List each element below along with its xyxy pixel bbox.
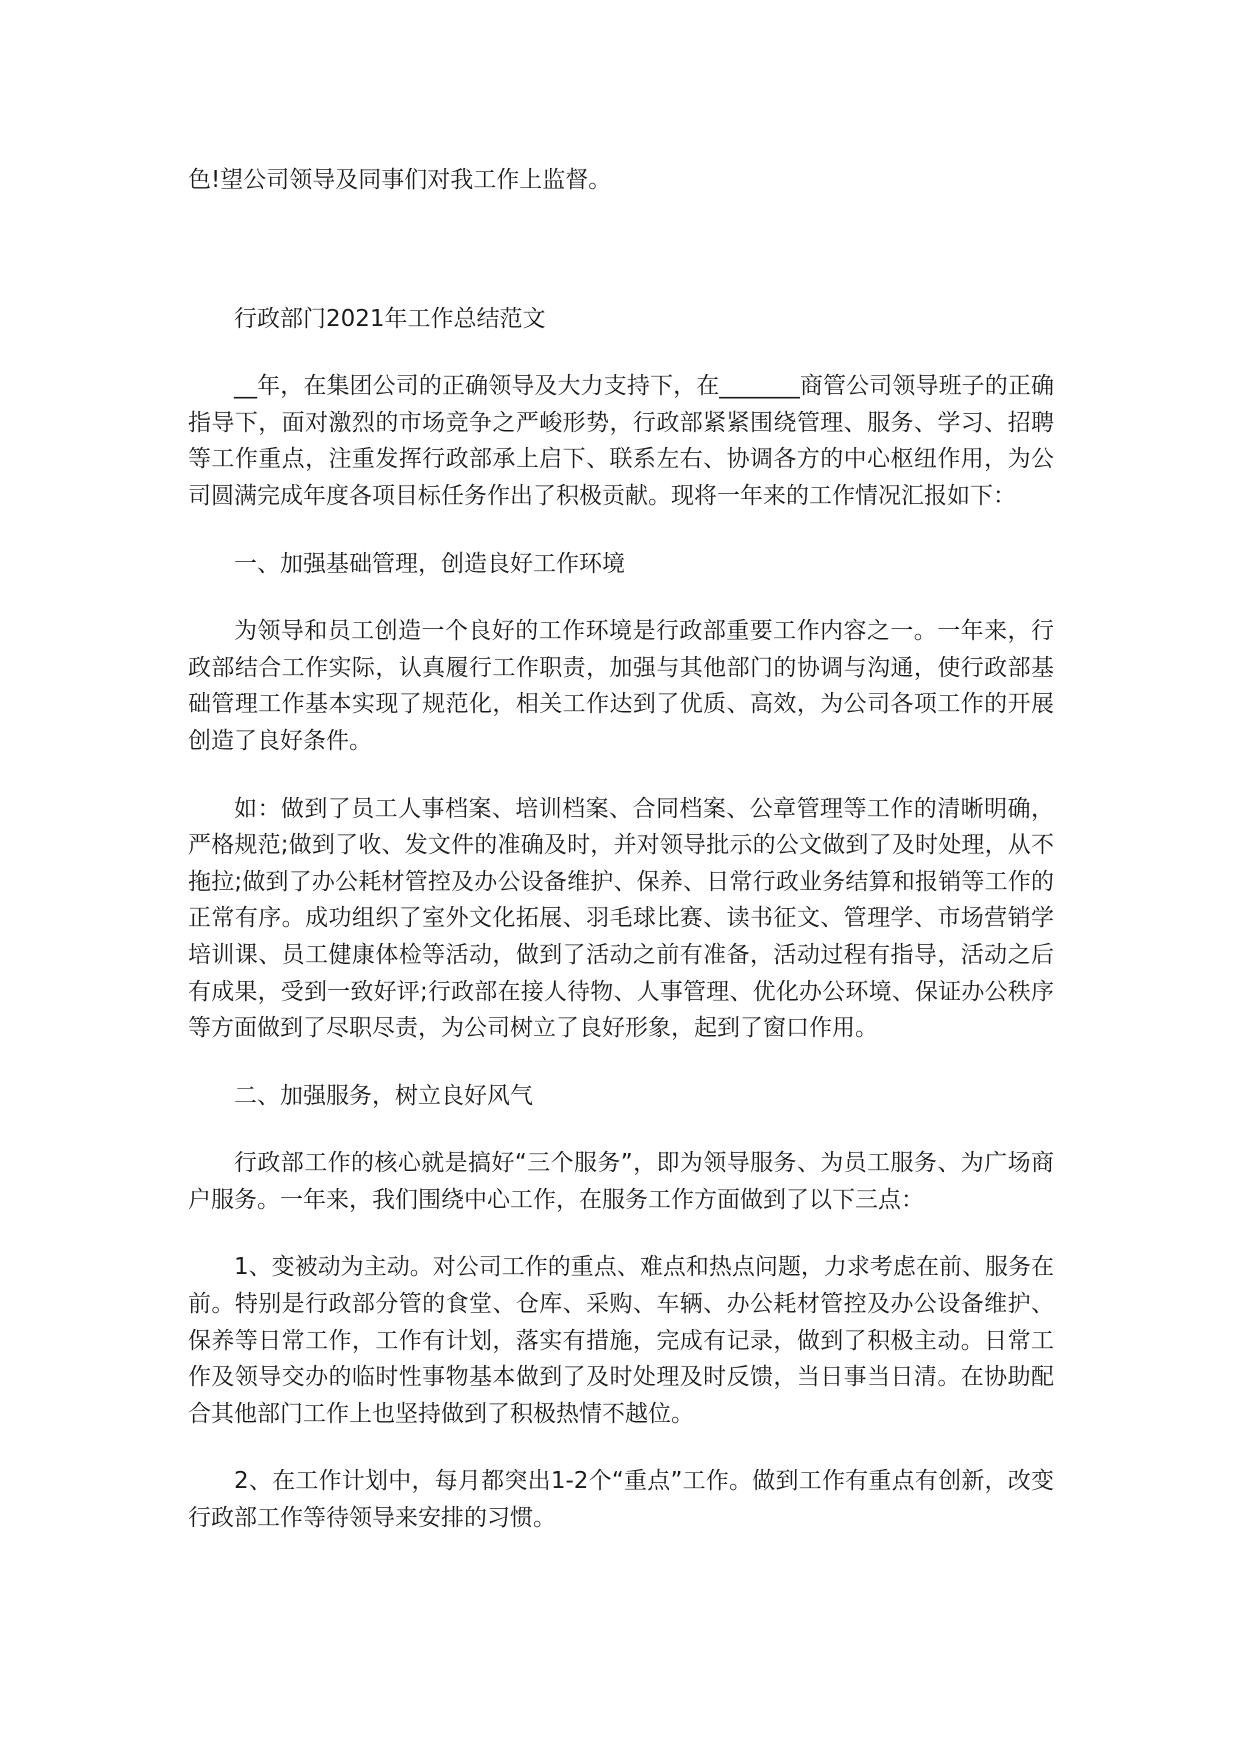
list-item-paragraph: 1、变被动为主动。对公司工作的重点、难点和热点问题，力求考虑在前、服务在前。特别是行政部分管的食堂、仓库、采购、车辆、办公耗材管控及办公设备维护、保养等日常工作，工作有计划，落实有措施，完成有记录，做到了积极主动。日常工作及领导交办的临时性事物基本做到了及时处理及时反馈，当日事当日清。在协助配合其他部门工作上也坚持做到了积极热情不越位。 — [188, 1254, 1054, 1427]
section-gap — [188, 199, 1054, 301]
paragraph-gap — [188, 760, 1054, 791]
intro-paragraph: __年，在集团公司的正确领导及大力支持下，在_______商管公司领导班子的正确指导下，面对激烈的市场竞争之严峻形势，行政部紧紧围绕管理、服务、学习、招聘等工作重点，注重发挥行政部承上启下、联系左右、协调各方的中心枢纽作用，为公司圆满完成年度各项目标任务作出了积极贡献。现将一年来的工作情况汇报如下： — [188, 373, 1054, 509]
section-heading-2: 二、加强服务，树立良好风气 — [234, 1082, 533, 1109]
body-paragraph: 行政部工作的核心就是搞好“三个服务”，即为领导服务、为员工服务、为广场商户服务。一年来，我们围绕中心工作，在服务工作方面做到了以下三点： — [188, 1150, 1054, 1213]
document-body — [188, 162, 1054, 1537]
paragraph-gap — [188, 1218, 1054, 1249]
paragraph-gap — [188, 582, 1054, 613]
section-heading-1: 一、加强基础管理，创造良好工作环境 — [234, 550, 625, 577]
continuation-paragraph: 色!望公司领导及同事们对我工作上监督。 — [188, 167, 612, 193]
body-paragraph: 如：做到了员工人事档案、培训档案、合同档案、公章管理等工作的清晰明确，严格规范;做到了收、发文件的准确及时，并对领导批示的公文做到了及时处理，从不拖拉;做到了办公耗材管控及办公设备维护、保养、日常行政业务结算和报销等工作的正常有序。成功组织了室外文化拓展、羽毛球比赛、读书征文、管理学、市场营销学培训课、员工健康体检等活动，做到了活动之前有准备，活动过程有指导，活动之后有成果，受到一致好评;行政部在接人待物、人事管理、优化办公环境、保证办公秩序等方面做到了尽职尽责，为公司树立了良好形象，起到了窗口作用。 — [188, 795, 1054, 1042]
document-title: 行政部门2021年工作总结范文 — [234, 305, 546, 332]
list-item-paragraph: 2、在工作计划中，每月都突出1-2个“重点”工作。做到工作有重点有创新，改变行政部工作等待领导来安排的习惯。 — [188, 1468, 1054, 1532]
body-paragraph: 为领导和员工创造一个良好的工作环境是行政部重要工作内容之一。一年来，行政部结合工作实际，认真履行工作职责，加强与其他部门的协调与沟通，使行政部基础管理工作基本实现了规范化，相关工作达到了优质、高效，为公司各项工作的开展创造了良好条件。 — [188, 618, 1054, 754]
paragraph-gap — [188, 1114, 1054, 1145]
paragraph-gap — [188, 1047, 1054, 1078]
paragraph-gap — [188, 515, 1054, 546]
paragraph-gap — [188, 337, 1054, 368]
paragraph-gap — [188, 1432, 1054, 1463]
